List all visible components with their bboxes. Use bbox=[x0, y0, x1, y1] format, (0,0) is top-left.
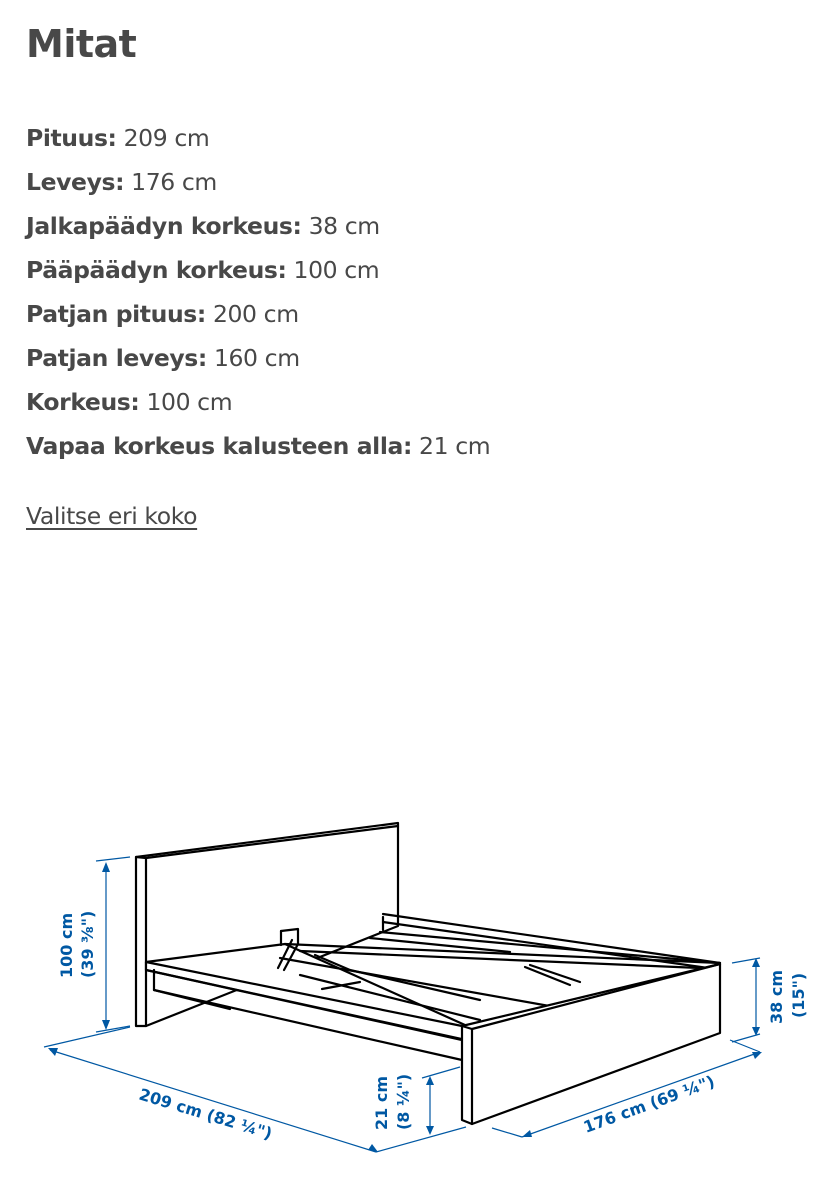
clearance-cm-label: 21 cm bbox=[372, 1076, 391, 1130]
spec-value: 200 cm bbox=[205, 300, 299, 328]
bed-drawing bbox=[136, 823, 720, 1124]
spec-label: Leveys: bbox=[26, 168, 125, 196]
spec-value: 100 cm bbox=[286, 256, 380, 284]
spec-value: 38 cm bbox=[301, 212, 380, 240]
spec-footboard-height bbox=[26, 204, 490, 248]
spec-label: Vapaa korkeus kalusteen alla: bbox=[26, 432, 412, 460]
spec-label: Korkeus: bbox=[26, 388, 140, 416]
spec-label: Jalkapäädyn korkeus: bbox=[26, 212, 302, 240]
spec-value: 176 cm bbox=[124, 168, 217, 196]
spec-label: Patjan leveys: bbox=[26, 344, 207, 372]
spec-headboard-height bbox=[26, 248, 490, 292]
choose-different-size-link[interactable]: Valitse eri koko bbox=[26, 502, 198, 530]
spec-mattress-length bbox=[26, 292, 490, 336]
headboard-height-in-label: (39 ⅜") bbox=[78, 910, 97, 978]
length-label: 209 cm (82 ¼") bbox=[136, 1084, 275, 1144]
spec-height bbox=[26, 380, 490, 424]
clearance-in-label: (8 ¼") bbox=[394, 1073, 413, 1130]
dimensions-list bbox=[26, 116, 490, 468]
spec-value: 160 cm bbox=[206, 344, 300, 372]
spec-length bbox=[26, 116, 490, 160]
headboard-height-cm-label: 100 cm bbox=[57, 912, 76, 978]
spec-label: Pituus: bbox=[26, 124, 117, 152]
spec-value: 100 cm bbox=[139, 388, 233, 416]
width-label: 176 cm (69 ¼") bbox=[580, 1071, 718, 1137]
footboard-height-in-label: (15") bbox=[789, 972, 808, 1018]
spec-value: 209 cm bbox=[116, 124, 210, 152]
spec-under-clearance bbox=[26, 424, 490, 468]
spec-label: Pääpäädyn korkeus: bbox=[26, 256, 287, 284]
bed-dimension-diagram bbox=[0, 780, 838, 1202]
spec-value: 21 cm bbox=[411, 432, 491, 460]
footboard-height-cm-label: 38 cm bbox=[767, 970, 786, 1024]
spec-width bbox=[26, 160, 490, 204]
page-title: Mitat bbox=[26, 22, 137, 66]
spec-label: Patjan pituus: bbox=[26, 300, 206, 328]
spec-mattress-width bbox=[26, 336, 490, 380]
